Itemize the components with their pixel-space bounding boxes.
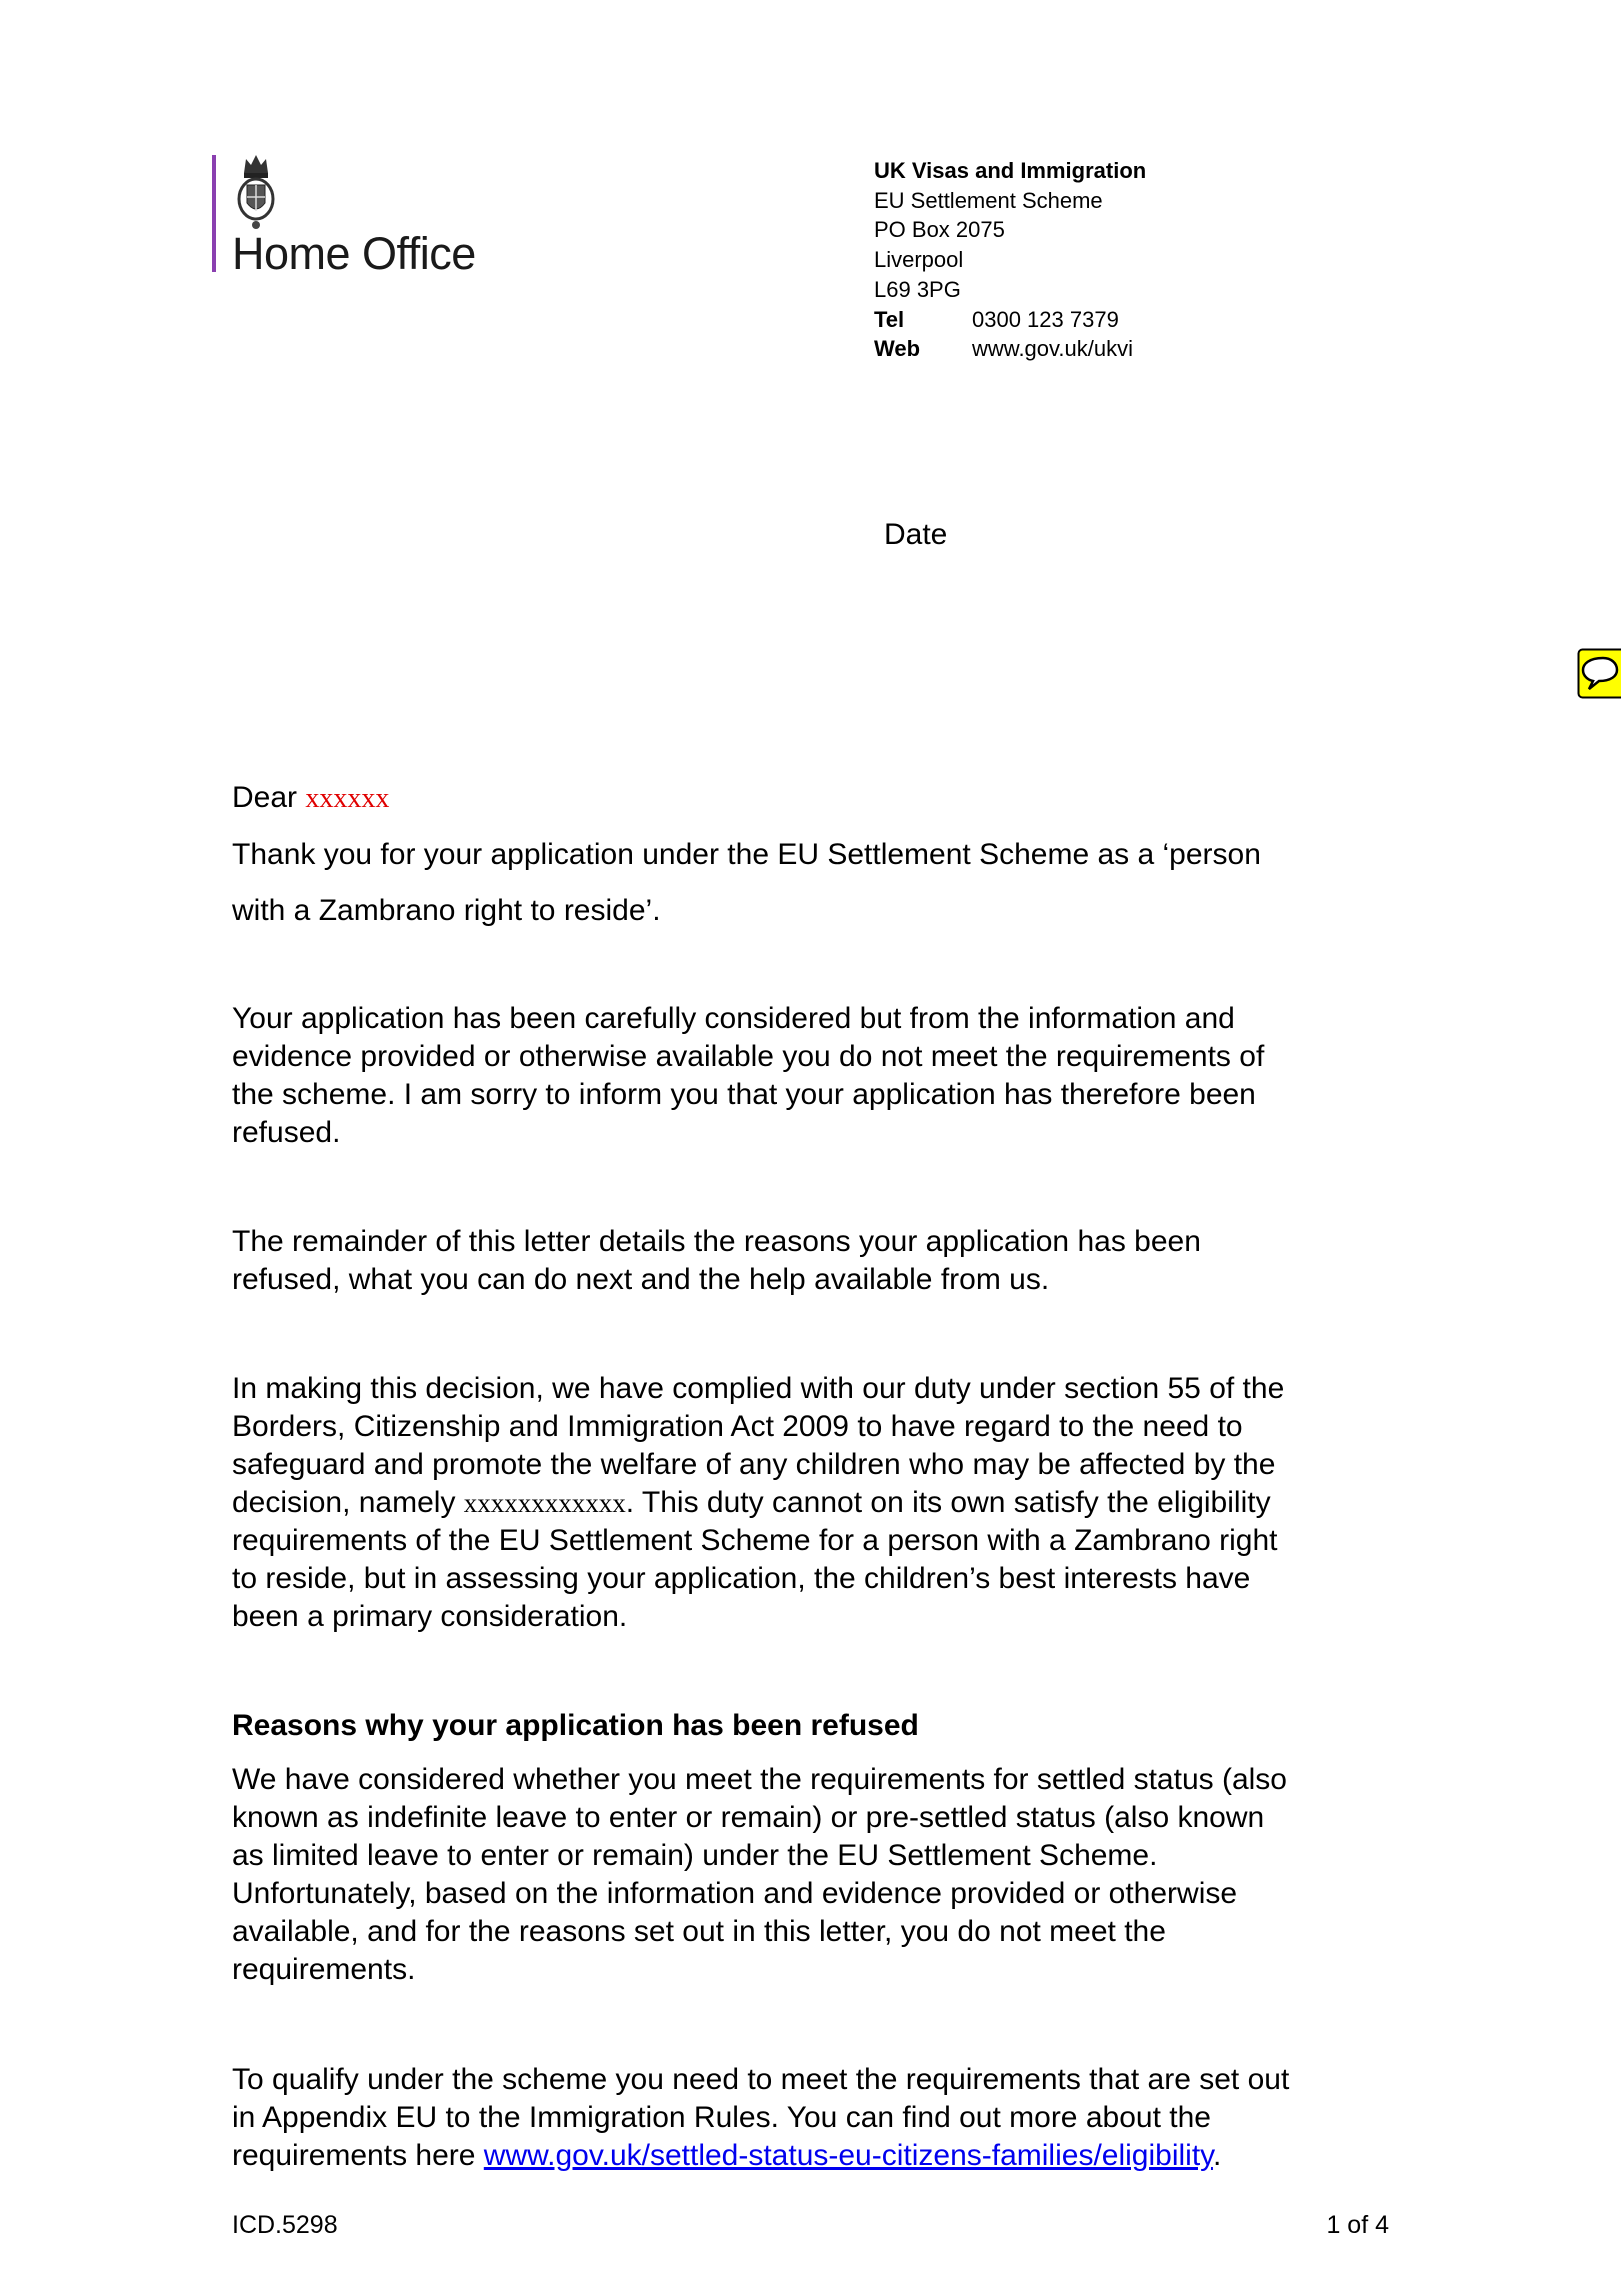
text-line: known as indefinite leave to enter or remain) or pre-settled status (also known xyxy=(232,1801,1265,1834)
tel-row xyxy=(874,305,1146,335)
home-office-logo-text: Home Office xyxy=(232,228,476,279)
recipient-placeholder: xxxxxx xyxy=(305,783,390,814)
text-line xyxy=(232,1484,1432,1522)
document-reference: ICD.5298 xyxy=(232,2211,338,2239)
web-label: Web xyxy=(874,336,921,362)
web-value: www.gov.uk/ukvi xyxy=(972,336,1133,362)
text-line: Unfortunately, based on the information and evidence provided or otherwise xyxy=(232,1877,1238,1910)
address-line: L69 3PG xyxy=(874,276,961,302)
page-number: 1 of 4 xyxy=(1326,2211,1389,2239)
text-line: requirements of the EU Settlement Scheme for a person with a Zambrano right xyxy=(232,1524,1278,1557)
text-line: Your application has been carefully considered but from the information and xyxy=(232,1002,1235,1035)
text-line: been a primary consideration. xyxy=(232,1600,628,1633)
text-line: safeguard and promote the welfare of any children who may be affected by the xyxy=(232,1448,1276,1481)
text-line: The remainder of this letter details the reasons your application has been xyxy=(232,1225,1201,1258)
sender-org: UK Visas and Immigration xyxy=(874,158,1147,183)
section-heading: Reasons why your application has been refused xyxy=(232,1709,919,1742)
text-line: refused, what you can do next and the help available from us. xyxy=(232,1263,1050,1296)
text-line: refused. xyxy=(232,1116,341,1149)
text-line: to reside, but in assessing your application, the children’s best interests have xyxy=(232,1562,1251,1595)
section55-lines-after xyxy=(232,1522,1432,1636)
comment-note-icon[interactable] xyxy=(1577,648,1621,699)
text-line: We have considered whether you meet the requirements for settled status (also xyxy=(232,1763,1287,1796)
decision-paragraph xyxy=(232,1000,1432,1152)
address-line: Liverpool xyxy=(874,247,964,273)
text-line: Thank you for your application under the EU Settlement Scheme as a ‘person xyxy=(232,838,1261,871)
text-line: the scheme. I am sorry to inform you that your application has therefore been xyxy=(232,1078,1256,1111)
line-text: requirements here xyxy=(232,2139,484,2172)
text-line: as limited leave to enter or remain) under the EU Settlement Scheme. xyxy=(232,1839,1158,1872)
text-line: available, and for the reasons set out in this letter, you do not meet the xyxy=(232,1915,1166,1948)
tel-value: 0300 123 7379 xyxy=(972,306,1119,332)
section55-lines-before xyxy=(232,1370,1432,1484)
text-line xyxy=(232,2137,1432,2175)
address-line: PO Box 2075 xyxy=(874,217,1005,243)
children-placeholder: xxxxxxxxxxxx xyxy=(463,1488,626,1518)
text-line: Borders, Citizenship and Immigration Act 2009 to have regard to the need to xyxy=(232,1410,1243,1443)
remainder-paragraph xyxy=(232,1223,1432,1299)
brand-accent-bar xyxy=(212,155,216,272)
salutation xyxy=(232,779,1432,818)
text-line: in Appendix EU to the Immigration Rules. You can find out more about the xyxy=(232,2101,1211,2134)
royal-crest-logo xyxy=(234,153,278,233)
text-line: requirements. xyxy=(232,1953,416,1986)
address-line: EU Settlement Scheme xyxy=(874,187,1103,213)
text-line: evidence provided or otherwise available you do not meet the requirements of xyxy=(232,1040,1265,1073)
eligibility-link[interactable]: www.gov.uk/settled-status-eu-citizens-families/eligibility xyxy=(483,2139,1213,2172)
sender-address xyxy=(874,156,1146,364)
section55-paragraph xyxy=(232,1370,1432,1636)
letter-date: Date xyxy=(884,518,948,551)
qualify-paragraph xyxy=(232,2061,1432,2175)
intro-paragraph xyxy=(232,827,1432,939)
web-row xyxy=(874,334,1146,364)
line-text: decision, namely xyxy=(232,1486,464,1519)
text-line: with a Zambrano right to reside’. xyxy=(232,894,661,927)
line-text: . This duty cannot on its own satisfy the eligibility xyxy=(625,1486,1271,1519)
text-line: To qualify under the scheme you need to meet the requirements that are set out xyxy=(232,2063,1290,2096)
tel-label: Tel xyxy=(874,306,905,332)
text-line: In making this decision, we have complied with our duty under section 55 of the xyxy=(232,1372,1285,1405)
line-text: . xyxy=(1212,2139,1222,2172)
reasons-paragraph xyxy=(232,1761,1432,1989)
qualify-lines xyxy=(232,2061,1432,2137)
salutation-word: Dear xyxy=(232,781,298,814)
